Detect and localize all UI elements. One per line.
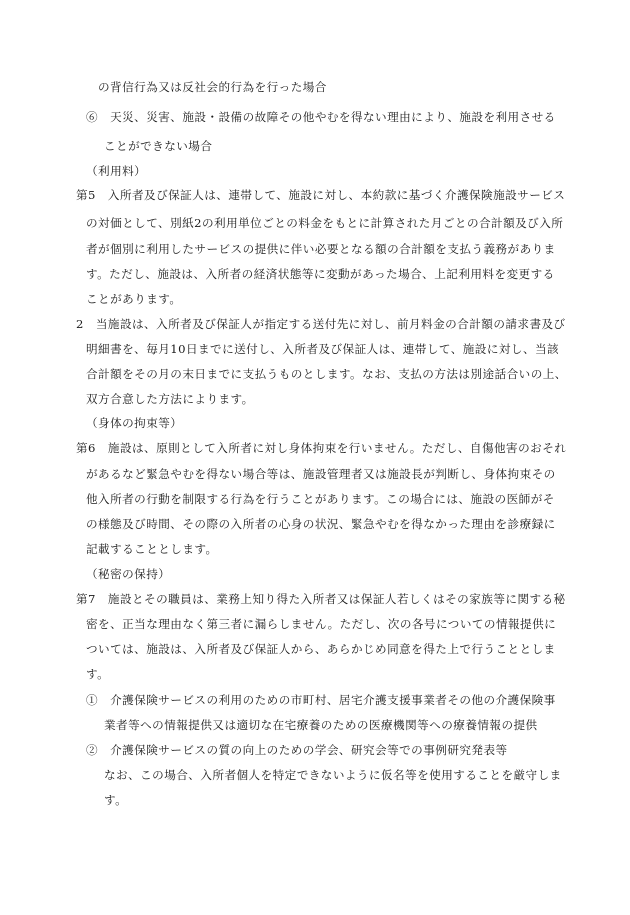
text-line: す。ただし、施設は、入所者の経済状態等に変動があった場合、上記利用料を変更する — [86, 267, 555, 281]
text-line: の対価として、別紙2の利用単位ごとの料金をもとに計算された月ごとの合計額及び入所 — [86, 216, 564, 230]
text-line: 業者等への情報提供又は適切な在宅療養のための医療機関等への療養情報の提供 — [104, 718, 538, 732]
text-line: ことがあります。 — [86, 292, 182, 306]
text-line: （利用料） — [86, 164, 147, 178]
text-line: 他入所者の行動を制限する行為を行うことがあります。この場合には、施設の医師がそ — [86, 492, 555, 506]
text-line: の様態及び時間、その際の入所者の心身の状況、緊急やむを得なかった理由を診療録に — [86, 517, 556, 531]
text-line: 合計額をその月の末日までに支払うものとします。なお、支払の方法は別途話合いの上、 — [86, 367, 567, 381]
text-line: 記載することとします。 — [86, 542, 218, 556]
text-line: 密を、正当な理由なく第三者に漏らしません。ただし、次の各号についての情報提供に — [86, 617, 557, 631]
text-line: の背信行為又は反社会的行為を行った場合 — [98, 80, 327, 94]
text-line: があるなど緊急やむを得ない場合等は、施設管理者又は施設長が判断し、身体拘束その — [86, 467, 556, 481]
text-line: ② 介護保険サービスの質の向上のための学会、研究会等での事例研究発表等 — [86, 743, 508, 757]
text-line: 者が個別に利用したサービスの提供に伴い必要となる額の合計額を支払う義務がありま — [86, 242, 556, 256]
text-line: （秘密の保持） — [86, 567, 171, 581]
text-line: 双方合意した方法によります。 — [86, 392, 254, 406]
text-line: 第7 施設とその職員は、業務上知り得た入所者又は保証人若しくはその家族等に関する秘 — [76, 592, 566, 606]
text-line: 第6 施設は、原則として入所者に対し身体拘束を行いません。ただし、自傷他害のおそれ — [76, 441, 567, 455]
text-line: ついては、施設は、入所者及び保証人から、あらかじめ同意を得た上で行うこととしま — [86, 642, 556, 656]
text-line: す。 — [104, 793, 128, 807]
text-line: す。 — [86, 667, 110, 681]
text-line: 第5 入所者及び保証人は、連帯して、施設に対し、本約款に基づく介護保険施設サービス — [76, 188, 566, 202]
text-line: （身体の拘束等） — [86, 416, 183, 430]
text-line: ① 介護保険サービスの利用のための市町村、居宅介護支援事業者その他の介護保険事 — [86, 693, 556, 707]
text-line: なお、この場合、入所者個人を特定できないように仮名等を使用することを厳守しま — [104, 768, 562, 782]
text-line: ことができない場合 — [104, 139, 213, 153]
text-line: 2 当施設は、入所者及び保証人が指定する送付先に対し、前月料金の合計額の請求書及び — [76, 317, 566, 331]
text-line: 明細書を、毎月10日までに送付し、入所者及び保証人は、連帯して、施設に対し、当該 — [86, 342, 560, 356]
text-line: ⑥ 天災、災害、施設・設備の故障その他やむを得ない理由により、施設を利用させる — [86, 110, 556, 124]
